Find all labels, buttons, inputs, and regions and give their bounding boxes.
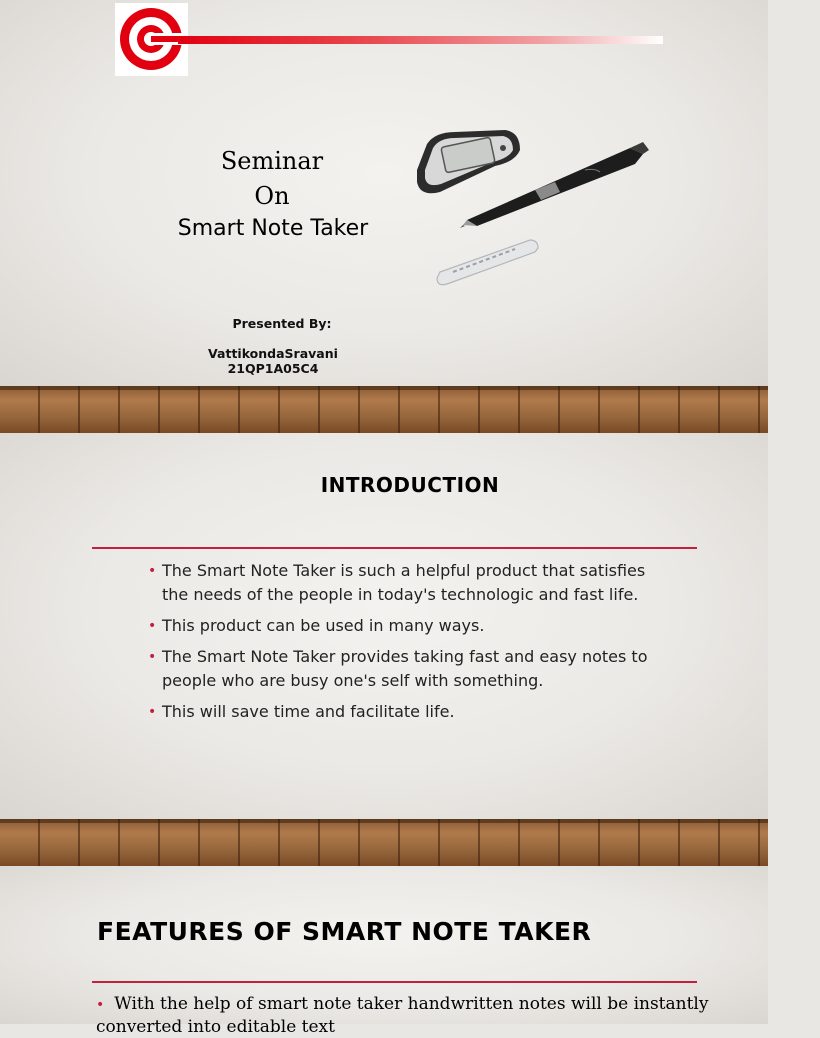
- list-item: • The Smart Note Taker is such a helpful product that satisfies the needs of the people in today's technologic and fast life.: [148, 559, 668, 607]
- title-topic: Smart Note Taker: [177, 216, 369, 241]
- introduction-title: INTRODUCTION: [320, 473, 500, 497]
- list-item: • The Smart Note Taker provides taking fast and easy notes to people who are busy one's self with something.: [148, 645, 668, 693]
- receiver-device-icon: [417, 130, 520, 193]
- wood-floor-divider: [0, 386, 768, 433]
- title-slide: [0, 0, 768, 386]
- introduction-bullets: [148, 559, 668, 731]
- introduction-slide: [0, 433, 768, 819]
- bullet-icon: •: [96, 997, 105, 1013]
- title-underline: [92, 981, 697, 983]
- presented-by-label: Presented By:: [232, 316, 332, 331]
- pen-cap-icon: [437, 240, 538, 285]
- smart-pen-image: [405, 122, 655, 297]
- title-underline: [92, 547, 697, 549]
- title-on: On: [254, 182, 290, 210]
- title-seminar: Seminar: [220, 147, 324, 175]
- header-red-line: [178, 36, 663, 44]
- features-bullet-text: With the help of smart note taker handwritten notes will be instantly converted into editable text: [96, 994, 709, 1037]
- list-item: • This will save time and facilitate life.: [148, 700, 668, 724]
- features-title: FEATURES OF SMART NOTE TAKER: [97, 917, 592, 946]
- wood-floor-divider: [0, 819, 768, 866]
- features-slide: [0, 866, 768, 1037]
- roll-number: 21QP1A05C4: [227, 361, 319, 376]
- presenter-name: VattikondaSravani: [208, 346, 338, 361]
- list-item: • This product can be used in many ways.: [148, 614, 668, 638]
- list-item: [96, 993, 716, 1038]
